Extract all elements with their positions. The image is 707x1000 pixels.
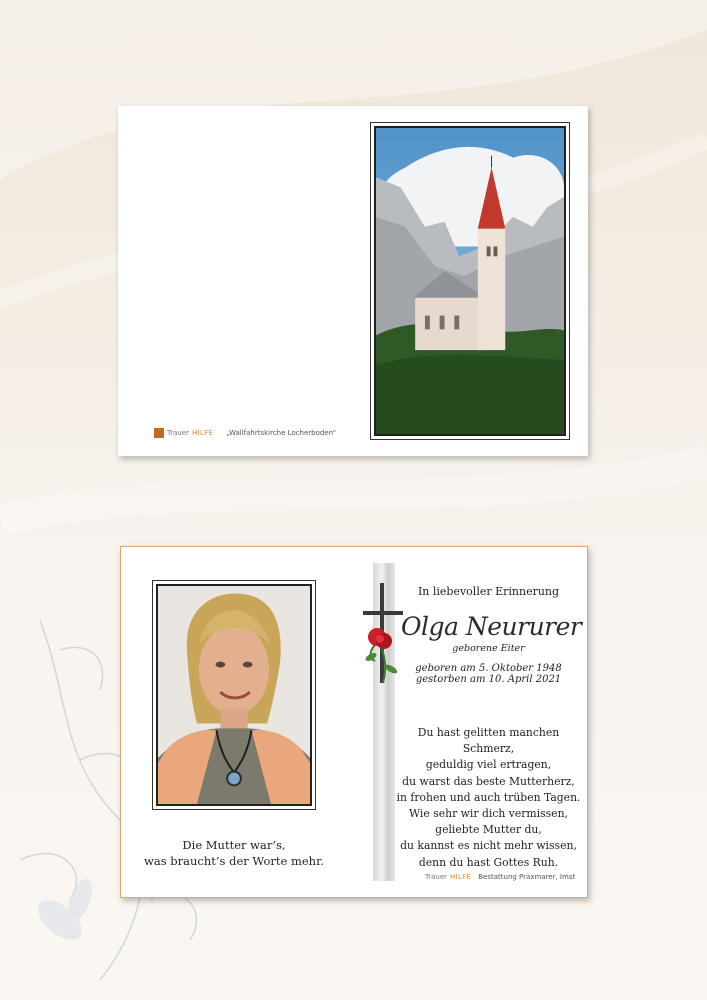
inside-brand [425, 873, 575, 881]
inside-card [120, 546, 588, 898]
church-photo [376, 128, 564, 434]
poem-line: geliebte Mutter du, [435, 823, 542, 837]
church-caption: „Wallfahrtskirche Locherboden“ [226, 429, 337, 437]
deceased-name: Olga Neururer [401, 612, 582, 641]
brand-name-part1: Trauer [167, 429, 190, 437]
portrait-photo [158, 586, 310, 804]
church-photo-frame [370, 122, 570, 440]
brand-name-part1: Trauer [425, 873, 448, 881]
poem-line: denn du hast Gottes Ruh. [418, 855, 559, 869]
poem-line: du kannst es nicht mehr wissen, [400, 839, 577, 853]
brand-logo-icon [154, 428, 164, 438]
poem-line: Wie sehr wir dich vermissen, [409, 807, 568, 821]
poem-line: du warst das beste Mutterherz, [402, 774, 575, 788]
memorial-text [401, 585, 582, 685]
quote-line-2: was braucht’s der Worte mehr. [144, 854, 324, 868]
poem-line: geduldig viel ertragen, [425, 758, 552, 772]
birth-date: geboren am 5. Oktober 1948 [415, 663, 562, 674]
quote-line-1: Die Mutter war’s, [182, 838, 286, 852]
portrait-frame [152, 580, 316, 810]
mother-quote [121, 837, 347, 869]
front-brand [154, 428, 336, 438]
death-date: gestorben am 10. April 2021 [415, 674, 562, 685]
brand-name-part2: HILFE [450, 873, 472, 881]
memorial-heading: In liebevoller Erinnerung [417, 585, 560, 598]
maiden-name: geborene Eiter [452, 643, 525, 654]
poem [391, 725, 586, 871]
poem-line: Du hast gelitten manchen Schmerz, [417, 726, 560, 756]
brand-name-part2: HILFE [192, 429, 214, 437]
undertaker-name: Bestattung Praxmarer, Imst [478, 873, 576, 881]
front-card [118, 106, 588, 456]
poem-line: in frohen und auch trüben Tagen. [396, 790, 581, 804]
